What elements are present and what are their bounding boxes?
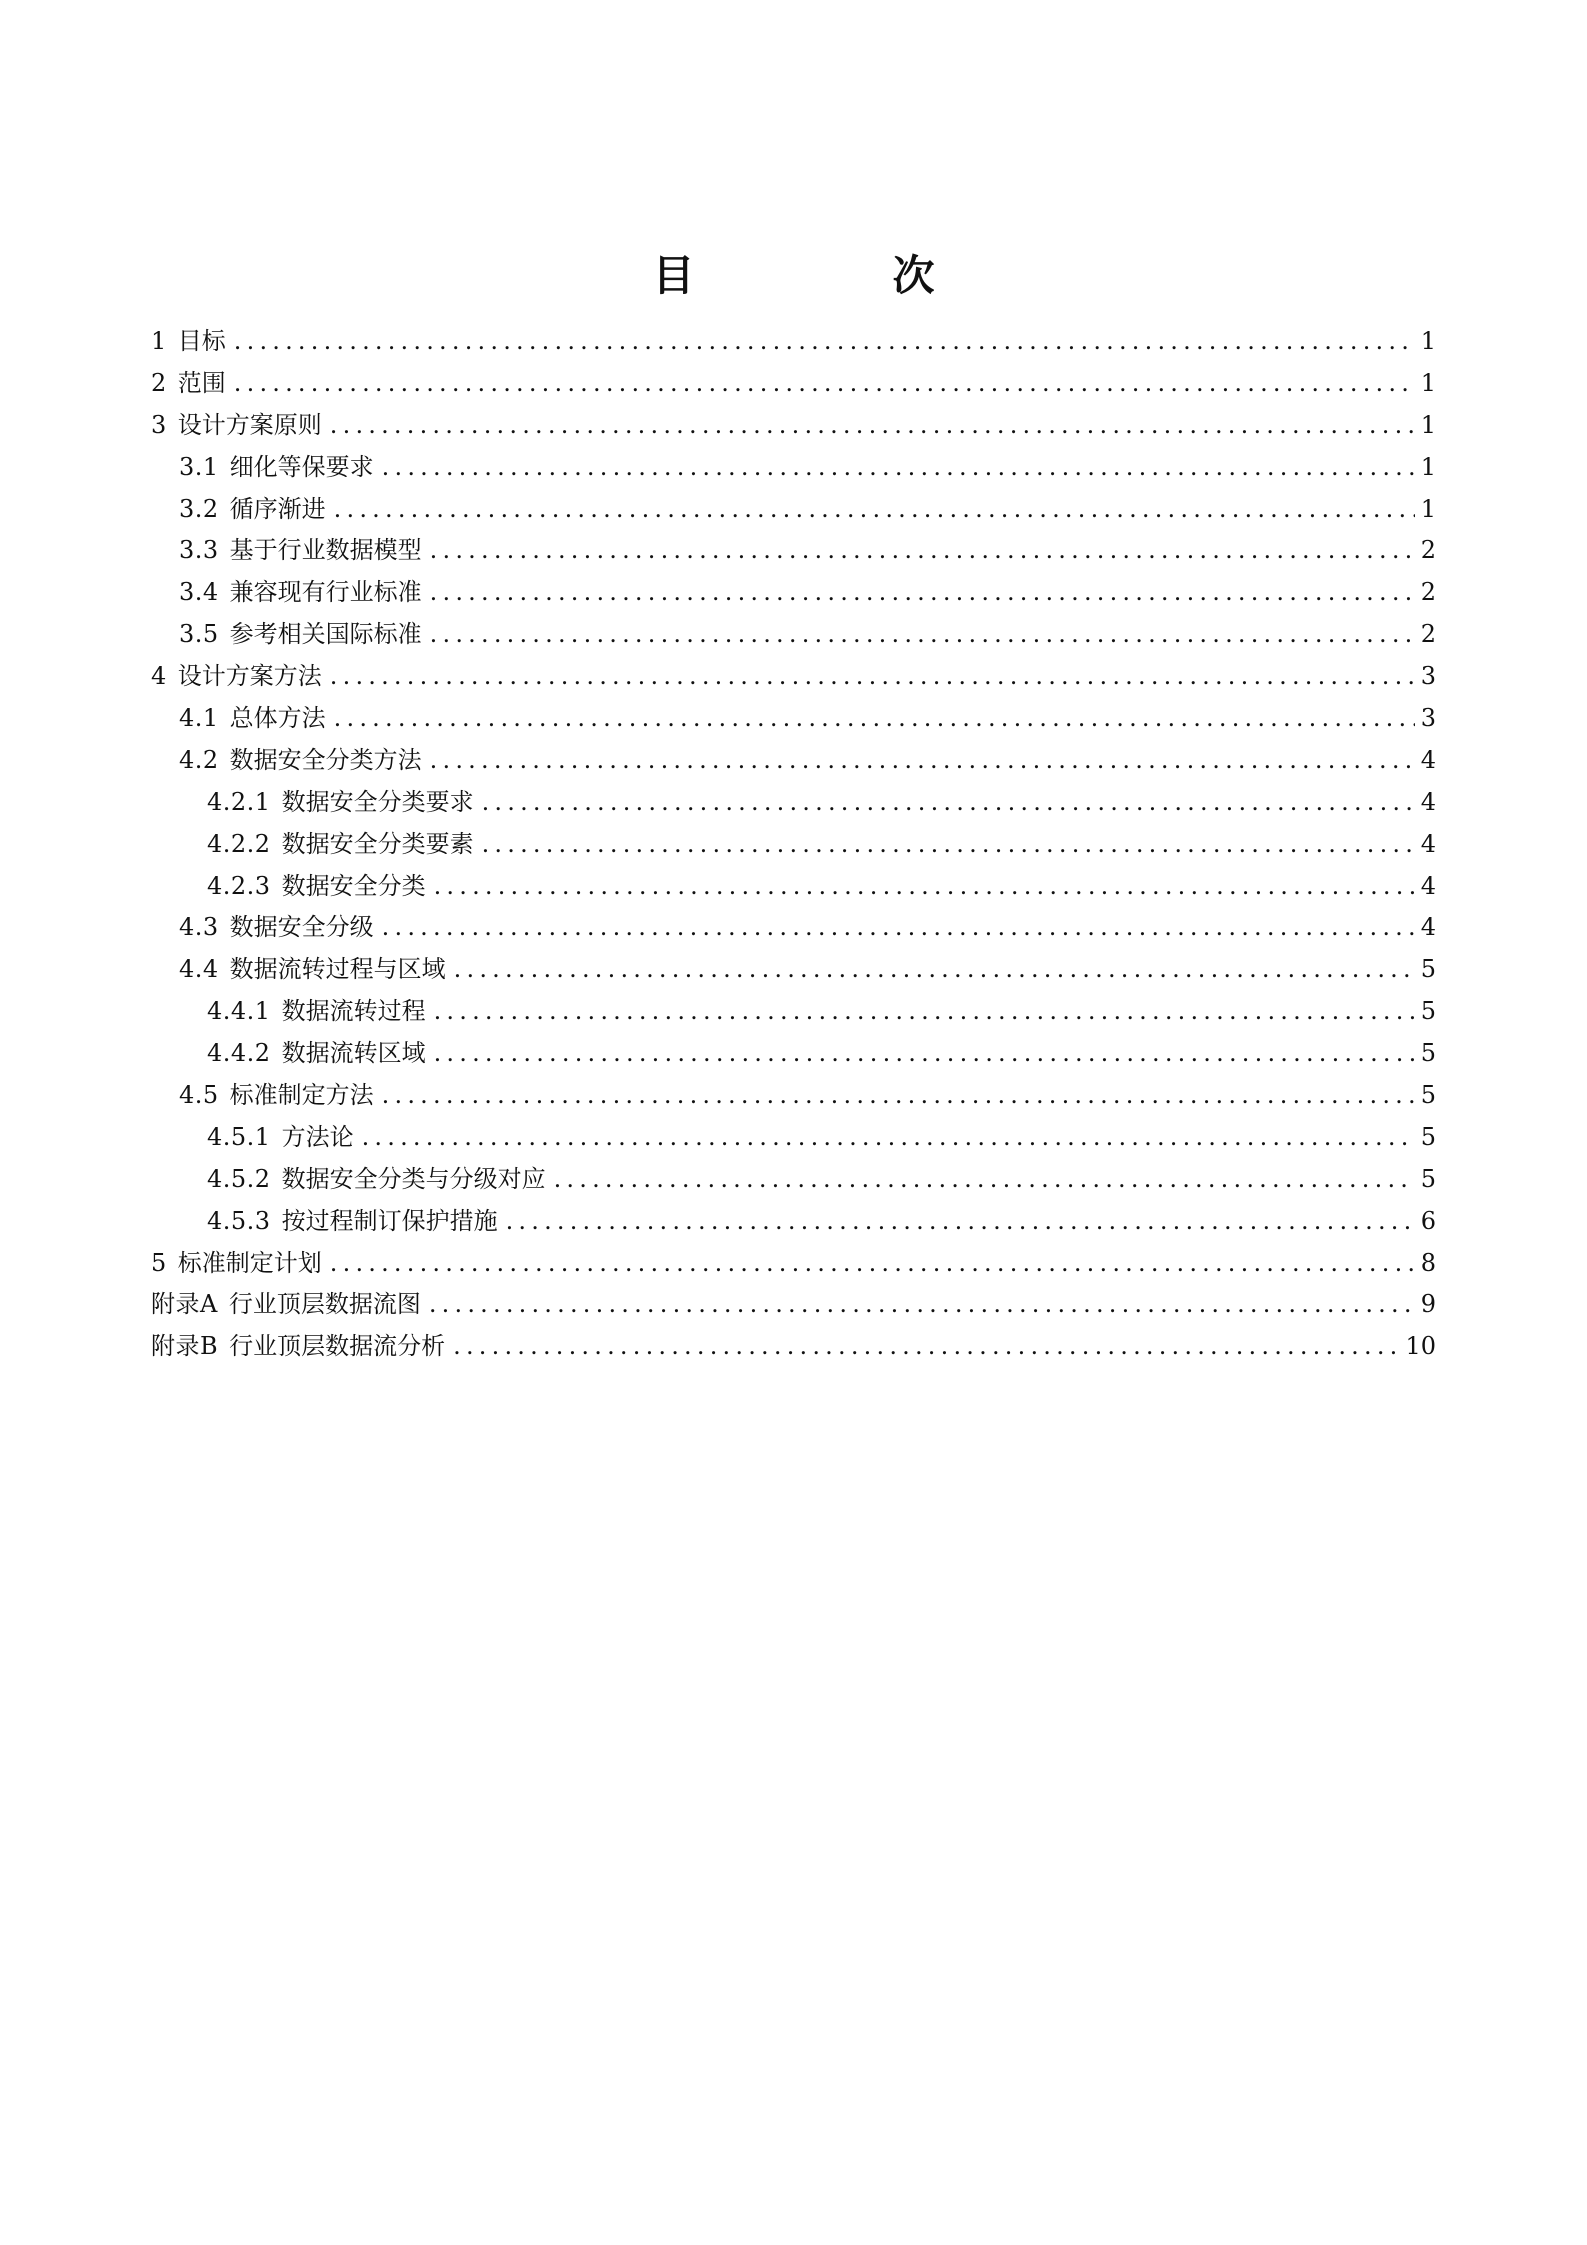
toc-leader-dots bbox=[434, 866, 1415, 908]
toc-entry-title: 数据流转区域 bbox=[281, 1039, 426, 1068]
toc-entry-number: 3.3 bbox=[179, 536, 219, 565]
toc-leader-dots bbox=[334, 698, 1415, 740]
page-title: 目 次 bbox=[652, 251, 1013, 300]
toc-entry-title: 目标 bbox=[177, 327, 226, 355]
toc-entry[interactable] bbox=[151, 907, 1436, 949]
toc-entry-number: 3 bbox=[151, 410, 167, 439]
toc-entry[interactable] bbox=[151, 824, 1436, 866]
toc-entry-number: 4.3 bbox=[179, 913, 219, 942]
toc-entry-page: 1 bbox=[1420, 327, 1436, 355]
toc-leader-dots bbox=[382, 1075, 1415, 1117]
toc-leader-dots bbox=[554, 1159, 1415, 1201]
toc-leader-dots bbox=[234, 363, 1415, 405]
toc-entry-page: 5 bbox=[1420, 955, 1436, 984]
toc-entry-page: 1 bbox=[1420, 494, 1436, 523]
toc-entry[interactable] bbox=[151, 530, 1436, 572]
toc-entry[interactable] bbox=[151, 1117, 1436, 1159]
toc-entry[interactable] bbox=[151, 866, 1436, 908]
toc-entry-number: 4.4 bbox=[179, 955, 219, 984]
toc-entry-page: 4 bbox=[1420, 745, 1436, 774]
toc-entry-page: 5 bbox=[1420, 1122, 1436, 1151]
toc-entry-title: 标准制定计划 bbox=[177, 1248, 322, 1277]
toc-entry-number: 附录B bbox=[151, 1332, 219, 1361]
toc-entry-title: 数据流转过程 bbox=[281, 997, 426, 1026]
toc-entry-page: 4 bbox=[1420, 829, 1436, 858]
toc-entry-number: 4.5.2 bbox=[207, 1164, 271, 1193]
toc-entry-title: 范围 bbox=[177, 368, 226, 397]
toc-entry-number: 3.1 bbox=[179, 452, 219, 481]
toc-entry-page: 3 bbox=[1420, 704, 1436, 733]
toc-entry-page: 2 bbox=[1420, 536, 1436, 565]
toc-entry-number: 4.2 bbox=[179, 745, 219, 774]
toc-entry[interactable] bbox=[151, 614, 1436, 656]
toc-entry-title: 数据安全分级 bbox=[229, 913, 374, 942]
toc-entry-number: 3.2 bbox=[179, 494, 219, 523]
toc-entry-title: 数据流转过程与区域 bbox=[229, 955, 446, 984]
toc-entry-title: 设计方案方法 bbox=[177, 662, 322, 691]
toc-leader-dots bbox=[382, 907, 1415, 949]
toc-entry-number: 1 bbox=[151, 327, 167, 355]
toc-entry-title: 方法论 bbox=[281, 1122, 354, 1151]
toc-leader-dots bbox=[453, 1326, 1399, 1368]
toc-leader-dots bbox=[430, 572, 1415, 614]
toc-entry-page: 5 bbox=[1420, 997, 1436, 1026]
toc-entry-page: 3 bbox=[1420, 662, 1436, 691]
toc-entry[interactable] bbox=[151, 1284, 1436, 1326]
toc-entry-page: 4 bbox=[1420, 787, 1436, 816]
toc-entry-page: 1 bbox=[1420, 410, 1436, 439]
toc-entry-title: 数据安全分类要求 bbox=[281, 787, 474, 816]
toc-entry-page: 2 bbox=[1420, 578, 1436, 607]
toc-entry[interactable] bbox=[151, 740, 1436, 782]
toc-entry[interactable] bbox=[151, 1326, 1436, 1368]
toc-entry-number: 4.5.1 bbox=[207, 1122, 271, 1151]
toc-leader-dots bbox=[430, 530, 1415, 572]
toc-entry-page: 10 bbox=[1405, 1332, 1436, 1361]
toc-entry-page: 5 bbox=[1420, 1039, 1436, 1068]
toc-entry[interactable] bbox=[151, 572, 1436, 614]
toc-entry-page: 5 bbox=[1420, 1164, 1436, 1193]
toc-entry-page: 9 bbox=[1420, 1290, 1436, 1319]
toc-entry-number: 4.2.1 bbox=[207, 787, 271, 816]
toc-entry-number: 4.5 bbox=[179, 1081, 219, 1110]
toc-entry-number: 附录A bbox=[151, 1290, 218, 1319]
toc-leader-dots bbox=[434, 991, 1415, 1033]
toc-entry[interactable] bbox=[151, 949, 1436, 991]
toc-leader-dots bbox=[482, 824, 1415, 866]
toc-entry-page: 4 bbox=[1420, 871, 1436, 900]
toc-entry[interactable] bbox=[151, 1243, 1436, 1285]
toc-entry-title: 细化等保要求 bbox=[229, 452, 374, 481]
toc-entry-title: 参考相关国际标准 bbox=[229, 620, 422, 649]
toc-leader-dots bbox=[506, 1201, 1415, 1243]
toc-entry-page: 6 bbox=[1420, 1206, 1436, 1235]
toc-entry-title: 标准制定方法 bbox=[229, 1081, 374, 1110]
toc-entry-number: 2 bbox=[151, 368, 167, 397]
toc-entry-title: 循序渐进 bbox=[229, 494, 326, 523]
toc-entry-page: 8 bbox=[1420, 1248, 1436, 1277]
toc-entry[interactable] bbox=[151, 1033, 1436, 1075]
toc-entry[interactable] bbox=[151, 405, 1436, 447]
toc-entry-title: 行业顶层数据流图 bbox=[228, 1290, 421, 1319]
toc-entry-title: 基于行业数据模型 bbox=[229, 536, 422, 565]
toc-leader-dots bbox=[429, 1284, 1415, 1326]
toc-leader-dots bbox=[330, 1243, 1415, 1285]
toc-leader-dots bbox=[454, 949, 1415, 991]
toc-entry[interactable] bbox=[151, 782, 1436, 824]
toc-leader-dots bbox=[334, 489, 1415, 531]
toc-leader-dots bbox=[330, 656, 1415, 698]
toc-entry-number: 4.1 bbox=[179, 704, 219, 733]
toc-leader-dots bbox=[434, 1033, 1415, 1075]
toc-leader-dots bbox=[330, 405, 1415, 447]
toc-entry-number: 3.5 bbox=[179, 620, 219, 649]
toc-entry[interactable] bbox=[151, 991, 1436, 1033]
toc-entry-number: 4 bbox=[151, 662, 167, 691]
toc-entry-page: 5 bbox=[1420, 1081, 1436, 1110]
toc-entry[interactable] bbox=[151, 698, 1436, 740]
toc-leader-dots bbox=[362, 1117, 1415, 1159]
toc-entry[interactable] bbox=[151, 321, 1436, 363]
toc-entry-number: 3.4 bbox=[179, 578, 219, 607]
toc-entry-number: 4.4.1 bbox=[207, 997, 271, 1026]
toc-entry-page: 1 bbox=[1420, 368, 1436, 397]
toc-entry-title: 按过程制订保护措施 bbox=[281, 1206, 498, 1235]
toc-leader-dots bbox=[482, 782, 1415, 824]
toc-entry-number: 4.2.2 bbox=[207, 829, 271, 858]
toc-entry-number: 4.2.3 bbox=[207, 871, 271, 900]
toc-entry-number: 4.4.2 bbox=[207, 1039, 271, 1068]
toc-entry[interactable] bbox=[151, 1201, 1436, 1243]
toc-leader-dots bbox=[430, 614, 1415, 656]
toc-entry-title: 数据安全分类要素 bbox=[281, 829, 474, 858]
toc-entry-page: 2 bbox=[1420, 620, 1436, 649]
toc-entry-title: 数据安全分类与分级对应 bbox=[281, 1164, 546, 1193]
toc-entry-title: 总体方法 bbox=[229, 704, 326, 733]
toc-entry[interactable] bbox=[151, 489, 1436, 531]
toc-entry-title: 数据安全分类方法 bbox=[229, 745, 422, 774]
toc-leader-dots bbox=[382, 447, 1415, 489]
toc-entry-title: 行业顶层数据流分析 bbox=[229, 1332, 446, 1361]
table-of-contents bbox=[151, 321, 1436, 1368]
toc-leader-dots bbox=[234, 321, 1415, 363]
toc-entry-number: 5 bbox=[151, 1248, 167, 1277]
toc-entry-number: 4.5.3 bbox=[207, 1206, 271, 1235]
toc-entry-title: 设计方案原则 bbox=[177, 410, 322, 439]
toc-entry[interactable] bbox=[151, 1075, 1436, 1117]
toc-entry-page: 4 bbox=[1420, 913, 1436, 942]
toc-entry[interactable] bbox=[151, 447, 1436, 489]
toc-entry[interactable] bbox=[151, 363, 1436, 405]
toc-entry[interactable] bbox=[151, 1159, 1436, 1201]
toc-entry-title: 数据安全分类 bbox=[281, 871, 426, 900]
toc-entry-title: 兼容现有行业标准 bbox=[229, 578, 422, 607]
toc-leader-dots bbox=[430, 740, 1415, 782]
toc-entry[interactable] bbox=[151, 656, 1436, 698]
toc-entry-page: 1 bbox=[1420, 452, 1436, 481]
